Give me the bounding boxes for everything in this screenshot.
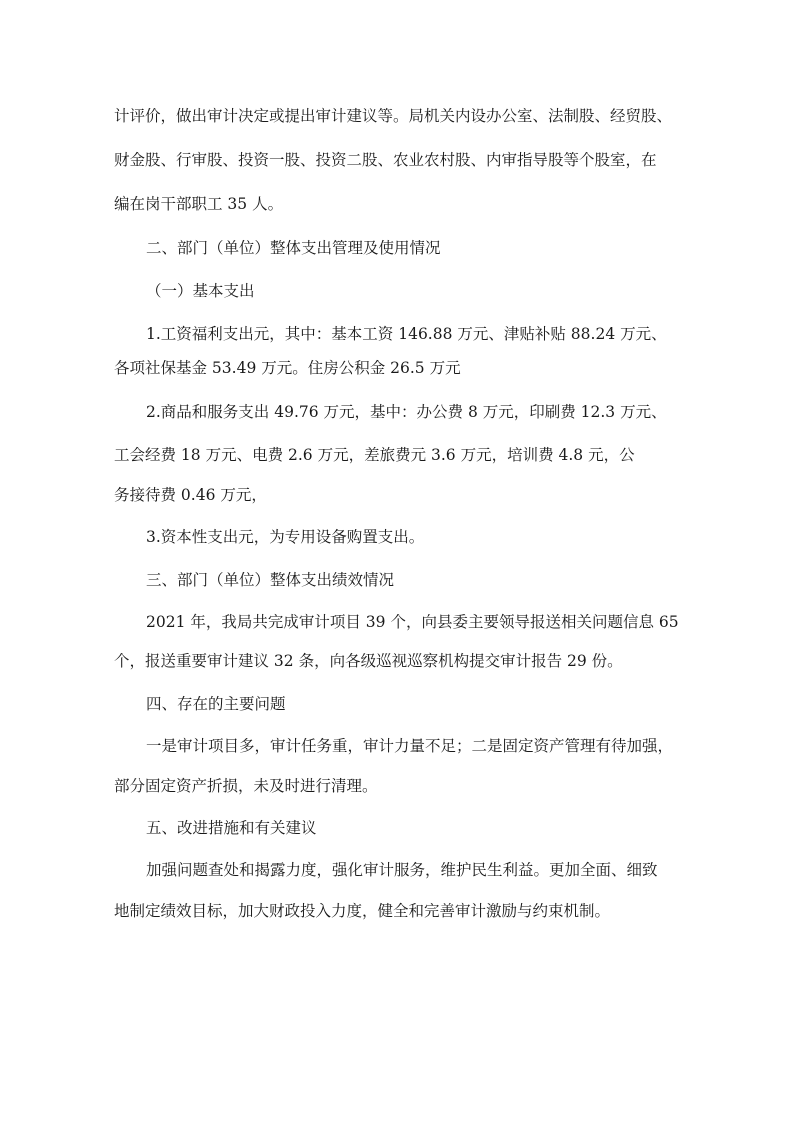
section-heading: 五、改进措施和有关建议 <box>146 819 317 837</box>
section-heading: 二、部门（单位）整体支出管理及使用情况 <box>146 239 441 257</box>
paragraph-line: 各项社保基金 53.49 万元。住房公积金 26.5 万元 <box>114 359 461 377</box>
section-heading: 四、存在的主要问题 <box>146 695 286 713</box>
paragraph-line: 地制定绩效目标，加大财政投入力度，健全和完善审计激励与约束机制。 <box>114 902 611 920</box>
paragraph-line: 1.工资福利支出元，其中：基本工资 146.88 万元、津贴补贴 88.24 万元、 <box>146 325 667 343</box>
paragraph-line: 财金股、行审股、投资一股、投资二股、农业农村股、内审指导股等个股室，在 <box>114 151 657 169</box>
paragraph-line: 2.商品和服务支出 49.76 万元，基中：办公费 8 万元，印刷费 12.3 万元、 <box>146 403 667 421</box>
paragraph-line: 3.资本性支出元，为专用设备购置支出。 <box>146 528 425 546</box>
paragraph-line: 一是审计项目多，审计任务重，审计力量不足；二是固定资产管理有待加强， <box>146 737 674 755</box>
paragraph-line: 工会经费 18 万元、电费 2.6 万元，差旅费元 3.6 万元，培训费 4.8 元，公 <box>114 446 635 464</box>
section-heading: 三、部门（单位）整体支出绩效情况 <box>146 571 395 589</box>
paragraph-line: 编在岗干部职工 35 人。 <box>114 195 284 213</box>
paragraph-line: 务接待费 0.46 万元， <box>114 486 267 504</box>
paragraph-line: 个，报送重要审计建议 32 条，向各级巡视巡察机构提交审计报告 29 份。 <box>114 652 623 670</box>
paragraph-line: 2021 年，我局共完成审计项目 39 个，向县委主要领导报送相关问题信息 65 <box>146 613 679 631</box>
paragraph-line: 计评价，做出审计决定或提出审计建议等。局机关内设办公室、法制股、经贸股、 <box>114 107 673 125</box>
paragraph-line: 部分固定资产折损，未及时进行清理。 <box>114 777 378 795</box>
paragraph-line: 加强问题查处和揭露力度，强化审计服务，维护民生利益。更加全面、细致 <box>146 861 658 879</box>
subsection-heading: （一）基本支出 <box>146 282 255 300</box>
